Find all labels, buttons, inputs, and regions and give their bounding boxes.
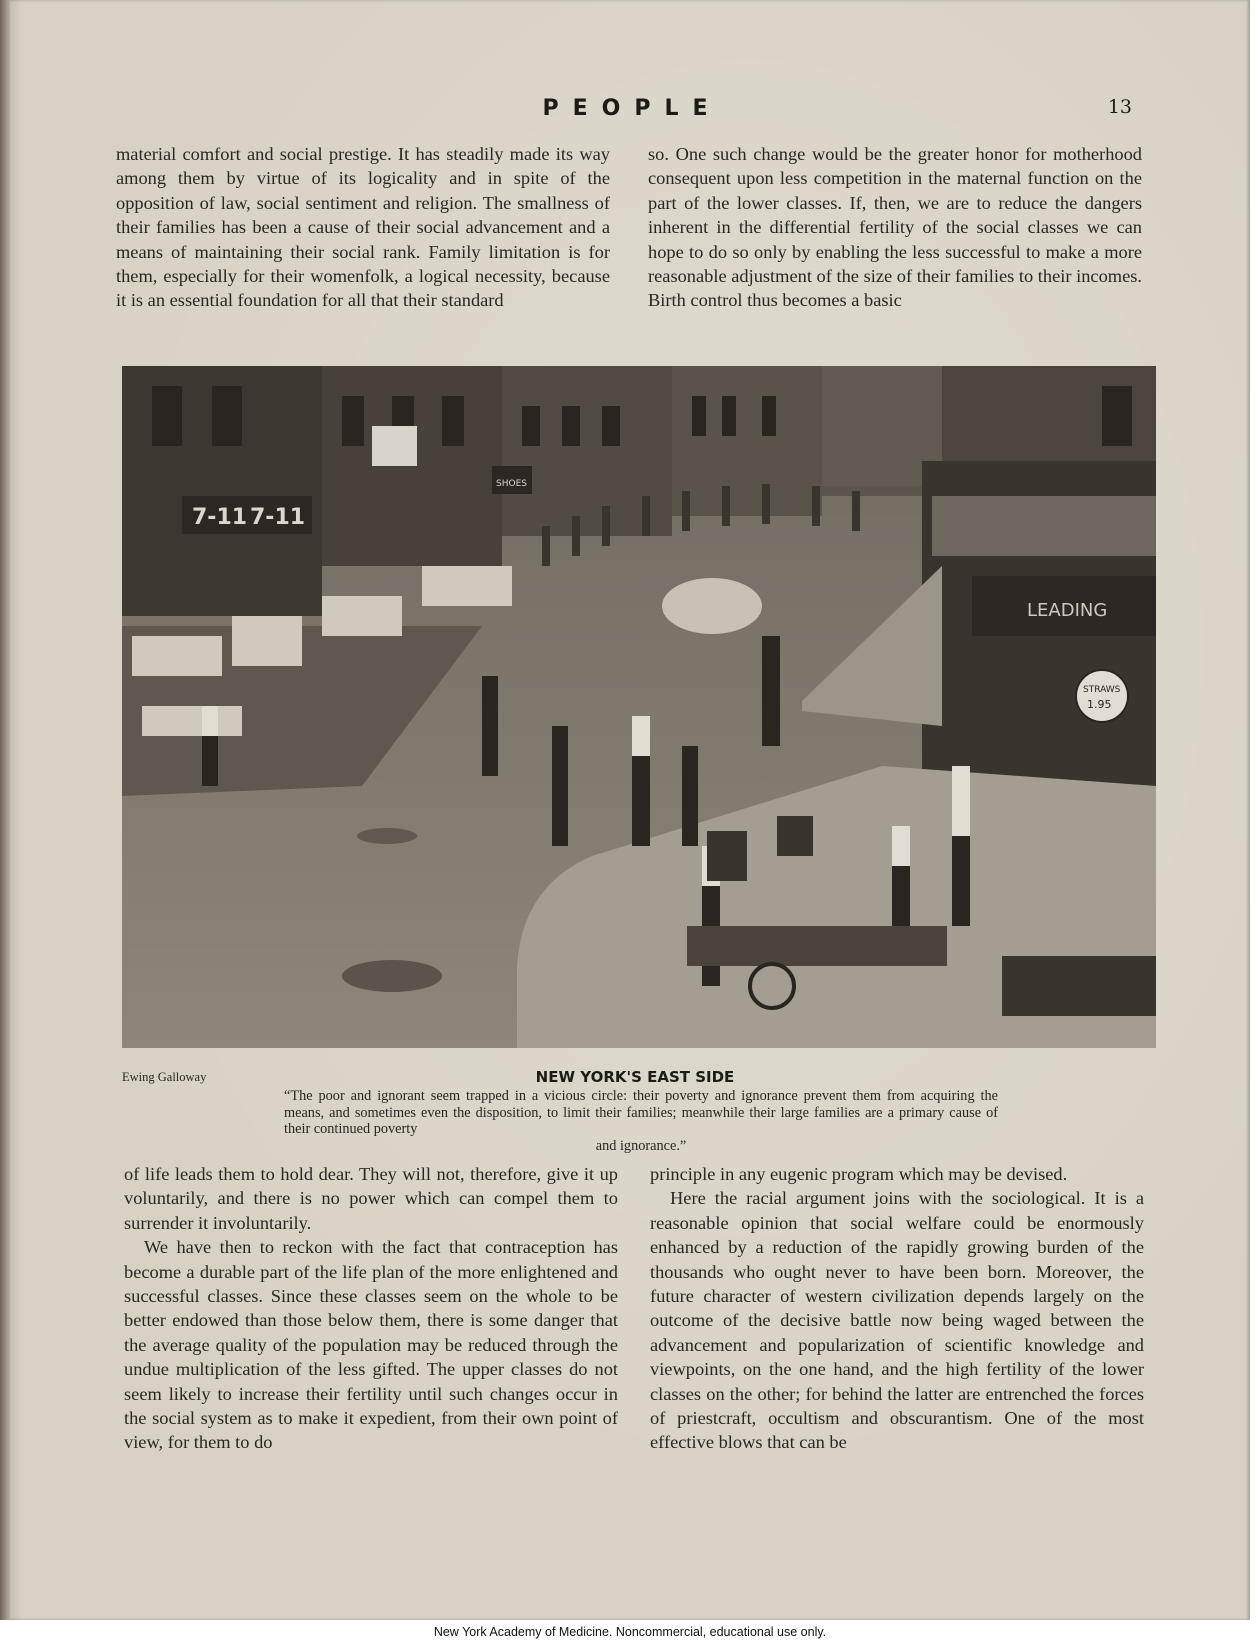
street-scene-photo bbox=[122, 366, 1156, 1048]
paragraph: material comfort and social prestige. It has steadily made its way among them by virtue of its logicality and in spite of the opposition of law, social sentiment and religion. The smallness of their families has been a cause of their social advancement and a means of maintaining their social rank. Family limitation is for them, especially for their womenfolk, a logical necessity, because it is an essential foundation for all that their standard bbox=[116, 144, 610, 311]
archive-footer: New York Academy of Medicine. Noncommercial, educational use only. bbox=[0, 1622, 1260, 1642]
caption-title: NEW YORK'S EAST SIDE bbox=[535, 1068, 735, 1086]
photo-credit: Ewing Galloway bbox=[122, 1070, 207, 1084]
caption-quote-text: “The poor and ignorant seem trapped in a vicious circle: their poverty and ignorance prevent them from acquiring the means, and sometimes even the disposition, to limit their families; meanwhile their large families are a primary cause of their continued poverty bbox=[284, 1088, 998, 1137]
sign-text: SHOES bbox=[496, 479, 527, 489]
sign-text: LEADING bbox=[1027, 600, 1108, 621]
running-header-title: PEOPLE bbox=[542, 96, 722, 121]
column-top-left bbox=[116, 142, 610, 342]
paragraph: We have then to reckon with the fact that contraception has become a durable part of the life plan of the more enlightened and successful classes. Since these classes seem on the whole to be better endowed than those below them, there is some danger that the average quality of the population may be reduced through the undue multiplication of the less gifted. The upper classes do not seem likely to increase their fertility until such changes occur in the social system as to make it expedient, from their own point of view, for them to do bbox=[124, 1237, 618, 1453]
paragraph: of life leads them to hold dear. They will not, therefore, give it up voluntarily, and there is no power which can compel them to surrender it involuntarily. bbox=[124, 1164, 618, 1233]
page-binding-edge bbox=[0, 0, 10, 1620]
sign-text: 1.95 bbox=[1087, 698, 1112, 711]
sign-text: 7-11 bbox=[250, 505, 306, 530]
paragraph: principle in any eugenic program which may be devised. bbox=[650, 1164, 1068, 1184]
column-bottom-left bbox=[124, 1162, 618, 1492]
page-number: 13 bbox=[1107, 96, 1132, 118]
column-bottom-right bbox=[650, 1162, 1144, 1492]
column-top-right bbox=[648, 142, 1142, 342]
paragraph: Here the racial argument joins with the sociological. It is a reasonable opinion that social welfare could be enormously enhanced by a reduction of the rapidly growing burden of the thousands who ought never to have been born. Moreover, the future character of western civilization depends largely on the outcome of the decisive battle now being waged between the advancement and popularization of scientific knowledge and viewpoints, on the one hand, and the high fertility of the lower classes on the other; for behind the latter are entrenched the forces of priestcraft, occultism and obscurantism. One of the most effective blows that can be bbox=[650, 1188, 1144, 1453]
caption-quote bbox=[284, 1088, 998, 1154]
sign-text: 7-11 bbox=[192, 505, 248, 530]
caption-quote-end: and ignorance.” bbox=[595, 1137, 687, 1154]
photo-illustration bbox=[122, 366, 1156, 1048]
paragraph: so. One such change would be the greater honor for motherhood consequent upon less competition in the maternal function on the part of the lower classes. If, then, we are to reduce the dangers inherent in the differential fertility of the social classes we can hope to do so only by enabling the less successful to make a more reasonable adjustment of the size of their families to their incomes. Birth control thus becomes a basic bbox=[648, 144, 1142, 311]
sign-text: STRAWS bbox=[1083, 685, 1121, 695]
